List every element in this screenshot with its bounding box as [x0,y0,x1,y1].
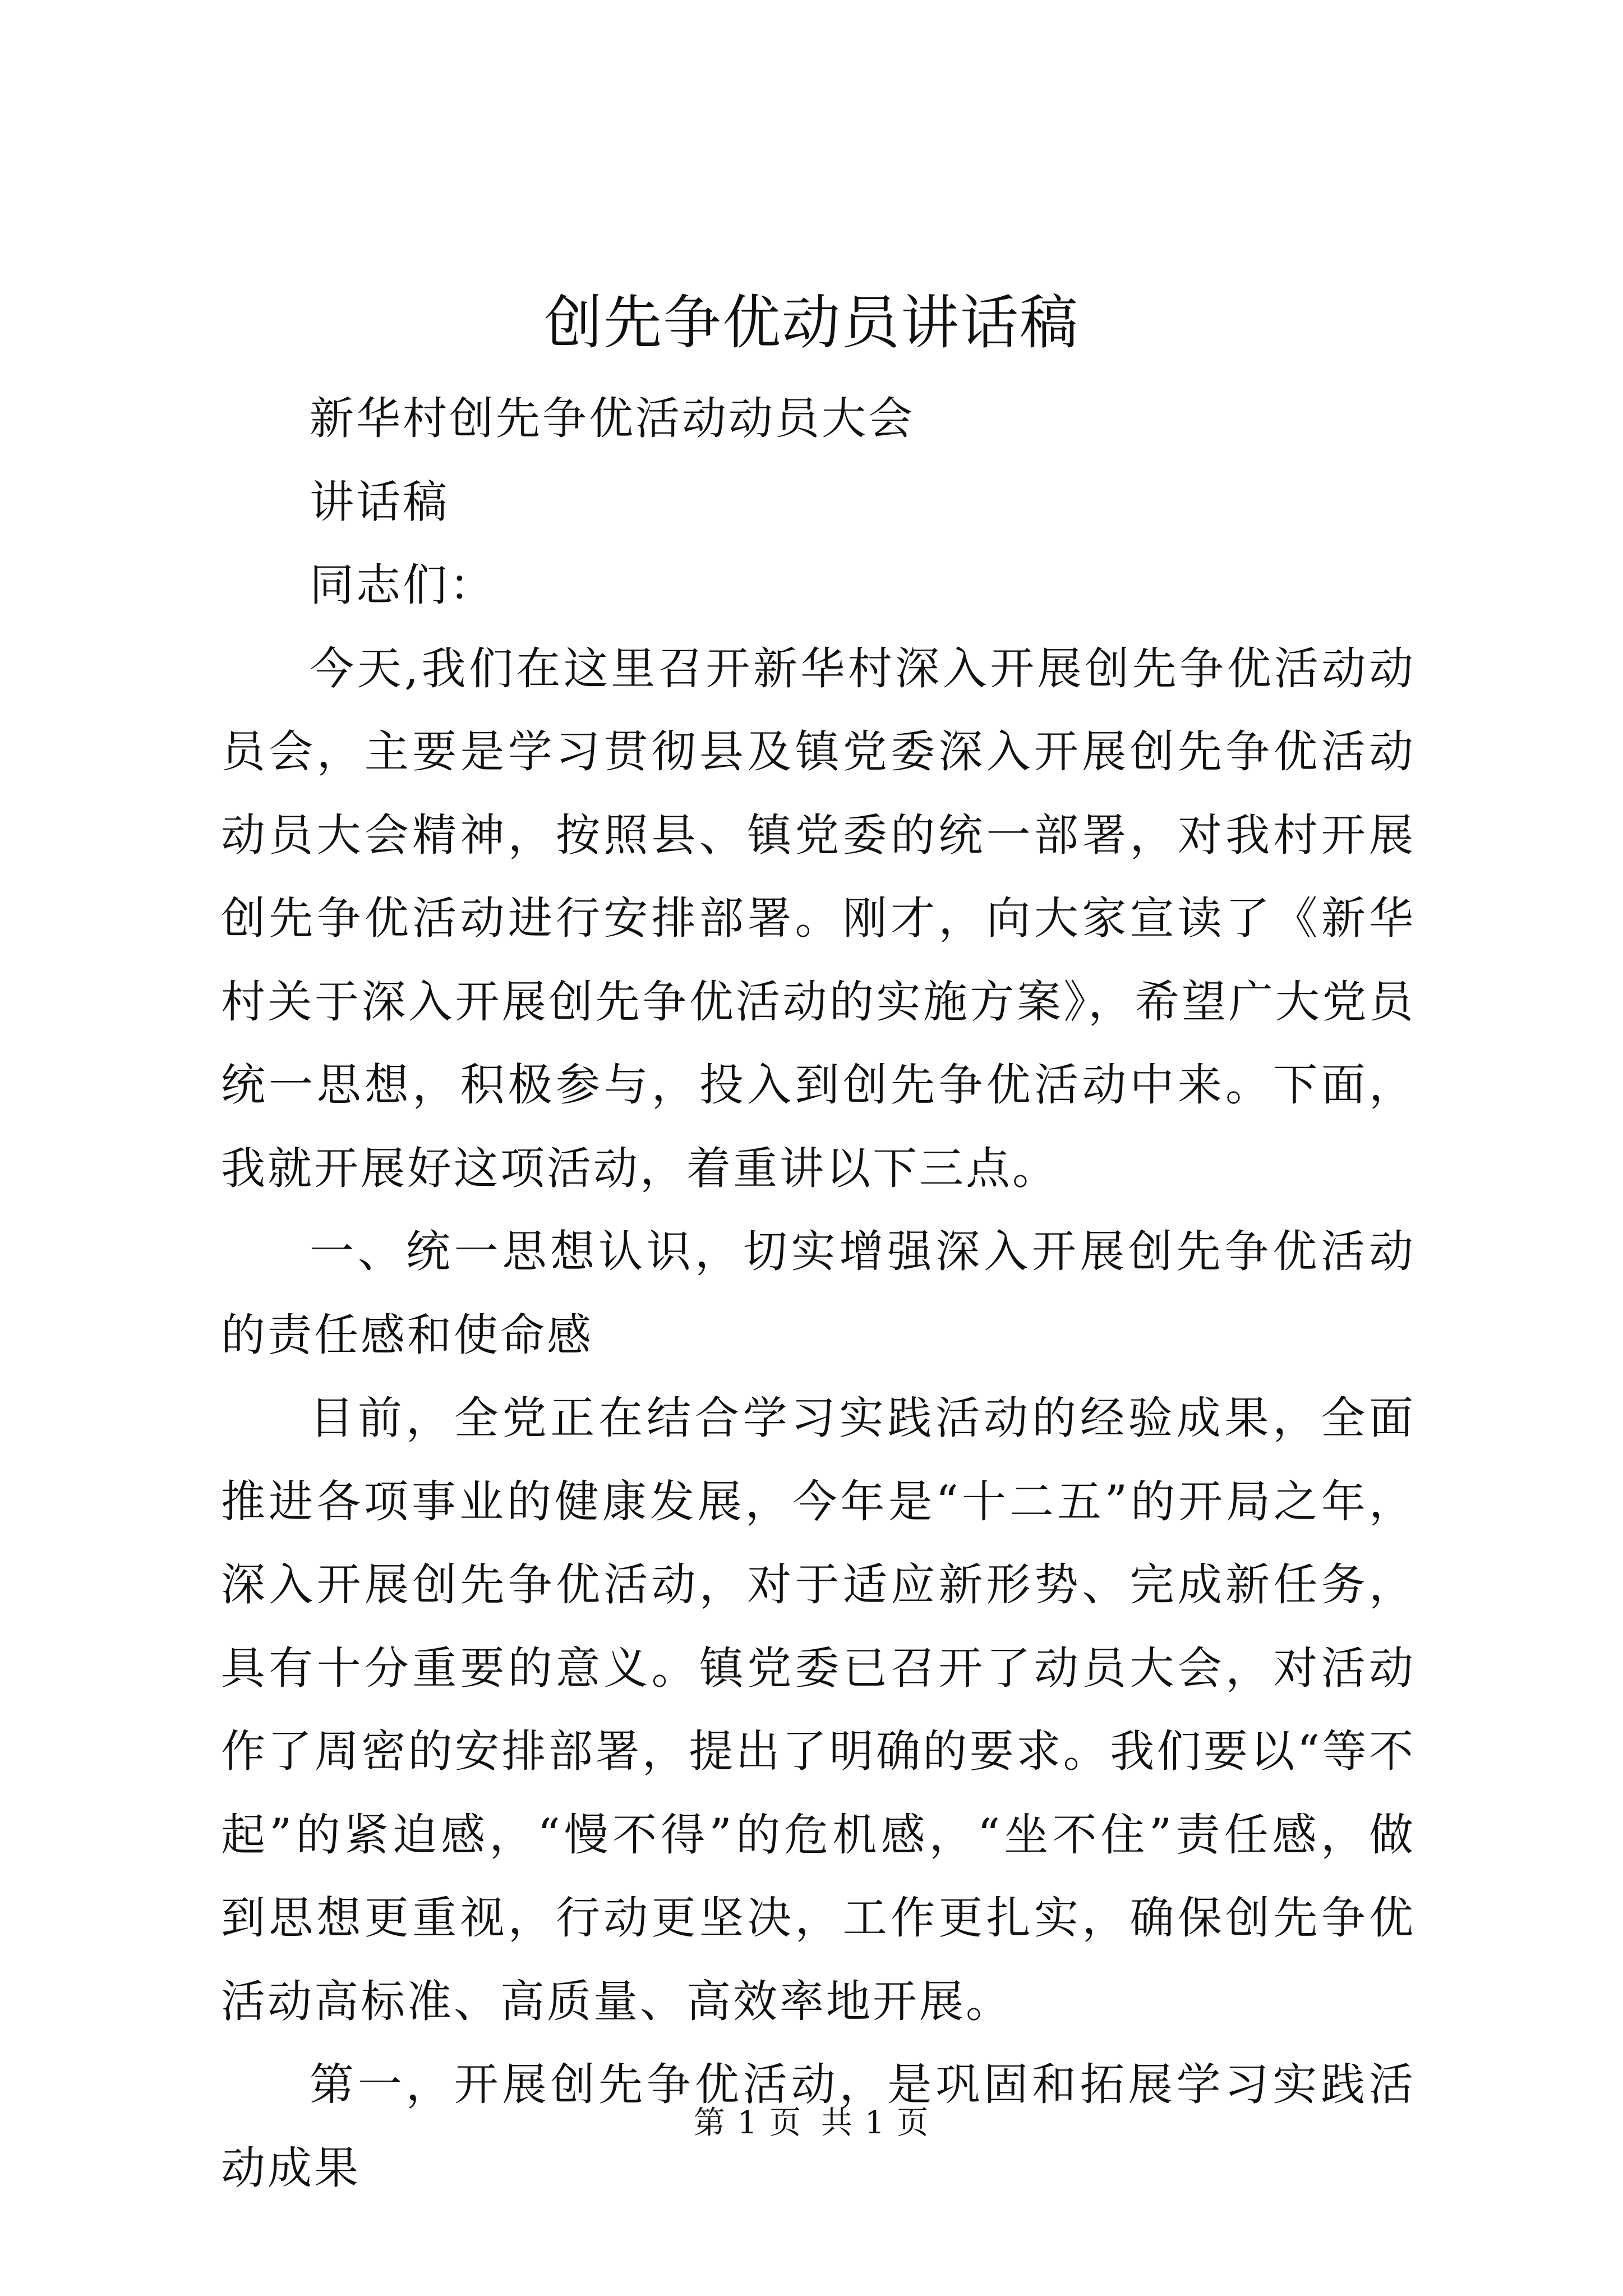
paragraph-speech-label: 讲话稿 [310,476,449,528]
document-body [221,377,1415,2210]
paragraph-meeting-name: 新华村创先争优活动动员大会 [310,393,915,444]
page-footer [0,2101,1623,2146]
section-heading-one: 一、统一思想认识，切实增强深入开展创先争优活动的责任感和使命感 [221,1226,1415,1361]
document-title: 创先争优动员讲话稿 [543,288,1079,357]
paragraph-first-point: 第一，开展创先争优活动，是巩固和拓展学习实践活动成果 [221,2059,1415,2194]
page-number-current: 第 1 页 [693,2105,802,2141]
paragraph-current-situation: 目前，全党正在结合学习实践活动的经验成果，全面推进各项事业的健康发展，今年是“十二五”的开局之年，深入开展创先争优活动，对于适应新形势、完成新任务，具有十分重要的意义。镇党委已召开了动员大会，对活动作了周密的安排部署，提出了明确的要求。我们要以“等不起”的紧迫感，“慢不得”的危机感，“坐不住”责任感，做到思想更重视，行动更坚决，工作更扎实，确保创先争优活动高标准、高质量、高效率地开展。 [221,1392,1415,2027]
paragraph-introduction: 今天,我们在这里召开新华村深入开展创先争优活动动员会，主要是学习贯彻县及镇党委深入开展创先争优活动动员大会精神，按照县、镇党委的统一部署，对我村开展创先争优活动进行安排部署。刚才，向大家宣读了《新华村关于深入开展创先争优活动的实施方案》，希望广大党员统一思想，积极参与，投入到创先争优活动中来。下面，我就开展好这项活动，着重讲以下三点。 [221,642,1415,1194]
paragraph-salutation: 同志们： [310,559,496,611]
page-number-total: 共 1 页 [821,2105,930,2141]
